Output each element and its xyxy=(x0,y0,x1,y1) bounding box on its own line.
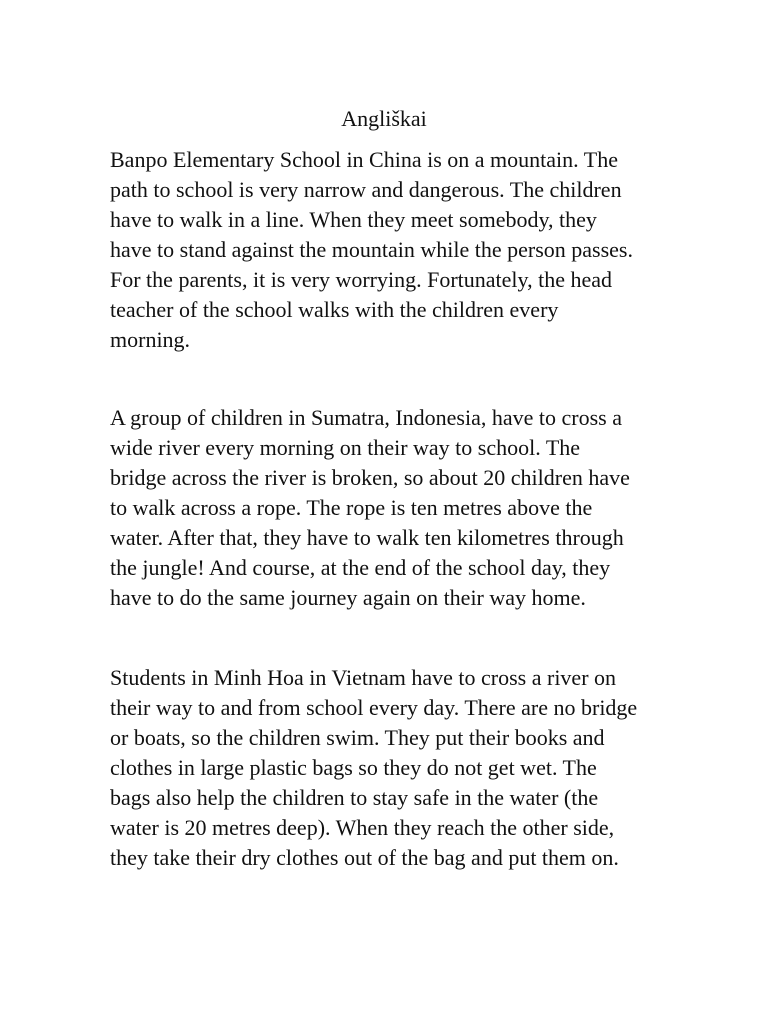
paragraph-line: wide river every morning on their way to school. The xyxy=(110,435,581,460)
paragraph-line: water is 20 metres deep). When they reach the other side, xyxy=(110,815,615,840)
paragraph-line: have to do the same journey again on their way home. xyxy=(110,585,586,610)
paragraph-line: path to school is very narrow and dangerous. The children xyxy=(110,177,622,202)
paragraph-line: water. After that, they have to walk ten kilometres through xyxy=(110,525,624,550)
paragraph-line: morning. xyxy=(110,327,191,352)
paragraph-line: For the parents, it is very worrying. Fortunately, the head xyxy=(110,267,613,292)
paragraph-line: their way to and from school every day. There are no bridge xyxy=(110,695,638,720)
paragraph-line: Banpo Elementary School in China is on a mountain. The xyxy=(110,147,618,172)
paragraph-line: teacher of the school walks with the children every xyxy=(110,297,559,322)
paragraph-line: bags also help the children to stay safe in the water (the xyxy=(110,785,599,810)
paragraph-line: they take their dry clothes out of the bag and put them on. xyxy=(110,845,619,870)
paragraph-line: A group of children in Sumatra, Indonesia, have to cross a xyxy=(110,405,622,430)
document-title: Angliškai xyxy=(341,106,427,131)
paragraph-line: to walk across a rope. The rope is ten metres above the xyxy=(110,495,593,520)
paragraph-line: have to walk in a line. When they meet somebody, they xyxy=(110,207,597,232)
paragraph-line: the jungle! And course, at the end of the school day, they xyxy=(110,555,611,580)
paragraph-line: bridge across the river is broken, so about 20 children have xyxy=(110,465,630,490)
paragraph-line: or boats, so the children swim. They put their books and xyxy=(110,725,605,750)
paragraph-line: clothes in large plastic bags so they do not get wet. The xyxy=(110,755,597,780)
paragraph-line: have to stand against the mountain while the person passes. xyxy=(110,237,633,262)
paragraph-line: Students in Minh Hoa in Vietnam have to cross a river on xyxy=(110,665,617,690)
